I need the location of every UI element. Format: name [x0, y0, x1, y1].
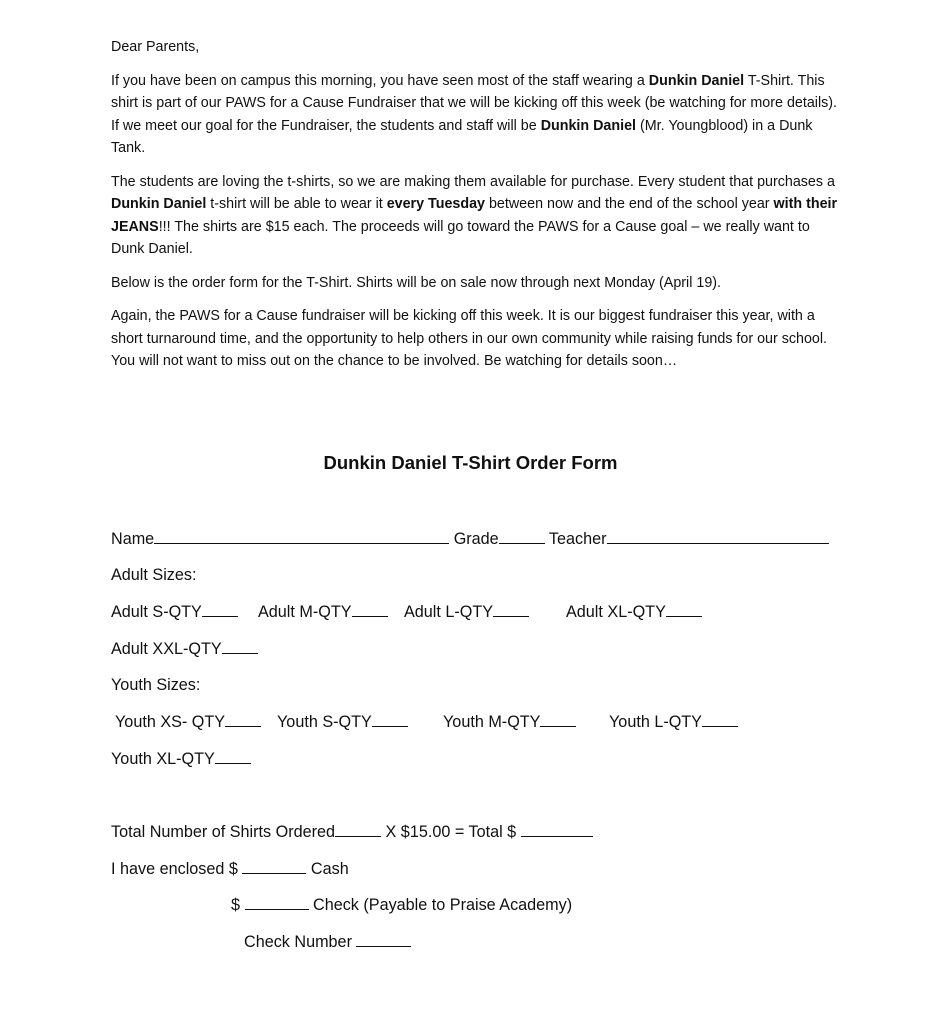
check-number-label: Check Number: [244, 933, 352, 951]
adult-s-qty-field[interactable]: [202, 600, 238, 617]
teacher-field[interactable]: [607, 527, 829, 544]
adult-s-label: Adult S-QTY: [111, 603, 202, 621]
text-run: between now and the end of the school year: [485, 196, 774, 212]
text-run: T-Shirt. This shirt is part of our PAWS for a Cause Fundraiser that we will be kicking off this week (be watching for more details). If we meet our goal for the Fundraiser, the students and staff will be: [111, 72, 837, 134]
enclosed-cash-row: [111, 857, 349, 880]
check-number-row: [244, 930, 411, 953]
letter: [111, 36, 841, 384]
youth-m-item: [443, 710, 576, 733]
adult-sizes-heading: Adult Sizes:: [111, 566, 197, 584]
youth-l-item: [609, 710, 738, 733]
letter-paragraph-1: [111, 70, 841, 160]
bold-text-run: Dunkin Daniel: [111, 196, 207, 212]
teacher-label: Teacher: [548, 530, 607, 548]
youth-m-qty-field[interactable]: [540, 710, 576, 727]
student-info-row: [111, 527, 829, 550]
youth-s-label: Youth S-QTY: [277, 713, 372, 731]
check-label: Check (Payable to Praise Academy): [313, 896, 573, 914]
text-run: The students are loving the t-shirts, so we are making them available for purchase. Every student that purchases a: [111, 173, 835, 190]
salutation: Dear Parents,: [111, 39, 200, 55]
name-label: Name: [111, 530, 155, 548]
check-amount-field[interactable]: [245, 893, 309, 910]
letter-paragraph-3: Below is the order form for the T-Shirt. Shirts will be on sale now through next Monday (April 19).: [111, 274, 722, 291]
youth-l-label: Youth L-QTY: [609, 713, 702, 731]
youth-xl-label: Youth XL-QTY: [111, 750, 215, 768]
form-title: Dunkin Daniel T-Shirt Order Form: [323, 452, 618, 473]
adult-l-qty-field[interactable]: [493, 600, 529, 617]
adult-xxl-label: Adult XXL-QTY: [111, 640, 222, 658]
youth-sizes-heading: Youth Sizes:: [111, 676, 201, 694]
bold-text-run: Dunkin Daniel: [648, 72, 745, 89]
adult-xl-item: [566, 600, 702, 623]
adult-xl-qty-field[interactable]: [666, 600, 702, 617]
bold-text-run: every Tuesday: [386, 196, 485, 212]
youth-s-item: [277, 710, 408, 733]
youth-xl-item: [111, 747, 251, 770]
letter-paragraph-2: [111, 171, 841, 261]
youth-xs-qty-field[interactable]: [225, 710, 261, 727]
youth-m-label: Youth M-QTY: [443, 713, 541, 731]
adult-xxl-item: [111, 637, 258, 660]
bold-text-run: Dunkin Daniel: [540, 117, 637, 134]
adult-l-label: Adult L-QTY: [404, 603, 494, 621]
text-run: (Mr. Youngblood) in a Dunk Tank.: [111, 117, 813, 156]
total-shirts-label: Total Number of Shirts Ordered: [111, 823, 336, 841]
youth-l-qty-field[interactable]: [702, 710, 738, 727]
total-row: [111, 820, 593, 843]
enclosed-label: I have enclosed $: [111, 860, 238, 878]
adult-xxl-qty-field[interactable]: [222, 637, 258, 654]
total-amount-field[interactable]: [521, 820, 593, 837]
grade-field[interactable]: [499, 527, 545, 544]
adult-m-qty-field[interactable]: [352, 600, 388, 617]
text-run: t-shirt will be able to wear it: [206, 196, 387, 212]
grade-label: Grade: [453, 530, 499, 548]
adult-m-item: [258, 600, 388, 623]
adult-m-label: Adult M-QTY: [258, 603, 352, 621]
text-run: !!! The shirts are $15 each. The proceeds will go toward the PAWS for a Cause goal – we really want to Dunk Daniel.: [111, 218, 810, 257]
text-run: If you have been on campus this morning, you have seen most of the staff wearing a: [111, 72, 649, 89]
bold-text-run: with their JEANS: [111, 196, 838, 235]
cash-amount-field[interactable]: [242, 857, 306, 874]
youth-xs-label: Youth XS- QTY: [115, 713, 226, 731]
name-field[interactable]: [154, 527, 449, 544]
total-shirts-field[interactable]: [335, 820, 381, 837]
youth-xs-item: [115, 710, 261, 733]
adult-l-item: [404, 600, 529, 623]
cash-label: Cash: [310, 860, 349, 878]
check-number-field[interactable]: [356, 930, 411, 947]
youth-s-qty-field[interactable]: [372, 710, 408, 727]
check-row: [231, 893, 572, 916]
price-multiplier-label: X $15.00 = Total $: [385, 823, 517, 841]
adult-s-item: [111, 600, 238, 623]
letter-paragraph-4: Again, the PAWS for a Cause fundraiser will be kicking off this week. It is our biggest fundraiser this year, with a short turnaround time, and the opportunity to help others in our own community while raising funds for our school. You will not want to miss out on the chance to be involved. Be watching for details soon…: [111, 308, 828, 369]
youth-xl-qty-field[interactable]: [215, 747, 251, 764]
adult-xl-label: Adult XL-QTY: [566, 603, 666, 621]
check-dollar-sign: $: [231, 896, 241, 914]
